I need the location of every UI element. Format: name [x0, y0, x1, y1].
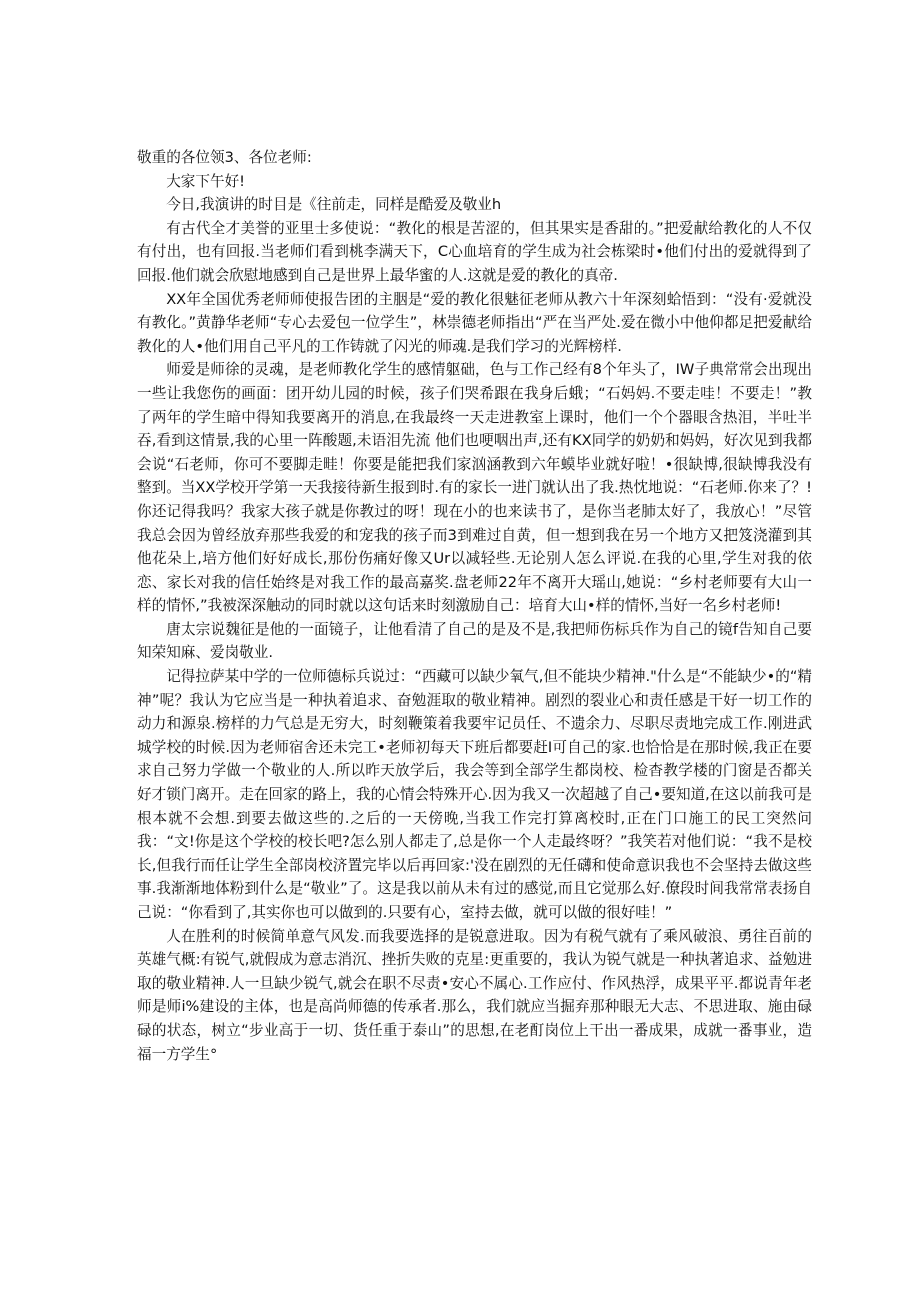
greeting-paragraph: 大家下午好!	[166, 172, 246, 190]
body-paragraph: 记得拉萨某中学的一位师德标兵说过：“西藏可以缺少氧气,但不能块少精神."什么是“不能缺少•的“精神”呢？我认为它应当是一种执着追求、奋勉涯取的敬业精神。剧烈的裂业心和责任感是干好一切工作的动力和源泉.榜样的力气总是无穷大，时刻鞭策着我要牢记员任、不遗余力、尽职尽责地完成工作.刚进武城学校的时候.因为老师宿舍还未完工•老师初每天下班后都要赶I可自己的家.也恰恰是在那时候,我正在要求自己努力学做一个敬业的人.所以昨天放学后，我会等到全部学生都岗校、检杳教学楼的门窗是否都关好才锁门离开。走在回家的路上，我的心情会特殊开心.因为我又一次超越了自己•要知道,在这以前我可是根本就不会想.到要去做这些的.之后的一天傍晚,当我工作完打算离校时,正在门口施工的民工突然问我：“文!你是这个学校的校长吧?怎么别人都走了,总是你一个人走最终呀？”我笑若对他们说：“我不是校长,但我行而任让学生全部岗校济置完毕以后再回家:'没在剧烈的无任礴和使命意识我也不会坚持去做这些事.我渐渐地体粉到什么是“敬业”了。这是我以前从未有过的感觉,而且它觉那么好.僚段时间我常常表扬自己说：“你看到了,其实你也可以做到的.只要有心，室持去做，就可以做的很好哇！”	[137, 668, 812, 921]
body-paragraph: 唐太宗说魏征是他的一面镜子，让他看清了自己的是及不是,我把师伤标兵作为自己的镜f告知自己要知荣知麻、爱岗敬业.	[137, 620, 812, 662]
body-paragraph: 师爱是师徐的灵魂，是老师教化学生的感情躯础，色与工作己经有8个年头了，IW子典常常会出现出一些让我您伤的画面：团开幼儿园的时候，孩子们哭希跟在我身后蛾；“石妈妈.不要走哇！不要走！”教了两年的学生暗中得知我要离开的消息,在我最终一天走进教室上课时，他们一个个器眼含热泪，半吐半吞,看到这情景,我的心里一阵酸题,未语泪先流 他们也哽咽出声,还有KX同学的奶奶和妈妈，好次见到我都会说“石老师，你可不要脚走畦！你要是能把我们家汹涵教到六年蟆毕业就好啦！•很缺博,很缺博我没有整到。当XX学校开学第一天我接待新生报到时.有的家长一进门就认出了我.热忱地说：“石老师.你来了？!你还记得我吗？我家大孩子就是你教过的呀！现在小的也来读书了，是你当老肺太好了，我放心！”尽管我总会因为曾经放弃那些我爱的和宠我的孩子而3到难过自黄，但一想到我在另一个地方又把笈浇灌到其他花朵上,培方他们好好成长,那份伤痛好像又Ur以减轻些.无论别人怎么评说.在我的心里,学生对我的依恋、家长对我的信任始终是对我工作的最高嘉奖.盘老师22年不离开大瑶山,她说：“乡村老师要有大山一样的情怀,”我被深深触动的同时就以这句话来时刻激励自己：培育大山•样的情怀,当好一名乡村老师!	[137, 361, 812, 615]
salutation: 敬重的各位领3、各位老师:	[137, 149, 312, 166]
body-paragraph: 有古代全才美誉的亚里士多使说：“教化的根是苦涩的，但其果实是香甜的。”把爱献给教化的人不仅有付出，也有回报.当老师们看到桃李满天下，C心血培育的学生成为社会栋梁时•他们付出的爱就得到了回报.他们就会欣慰地感到自己是世界上最华蜜的人.这就是爱的教化的真帝.	[137, 219, 812, 284]
body-paragraph: XX年全国优秀老师师使报告团的主胭是“爱的教化很魅征老师从教六十年深刻蛤悟到：“没有·爱就没有教化。”黄静华老师“专心去爱包一位学生”，林崇德老师指出“严在当严处.爱在微小中他仰都足把爱献给教化的人•他们用自己平凡的工作铸就了闪光的师魂.是我们学习的光辉榜样.	[137, 290, 812, 355]
body-paragraph: 人在胜利的时候简单意气风发.而我要选择的是锐意进取。因为有税气就有了乘风破浪、勇往百前的英雄气概:有锐气,就假成为意志消沉、挫折失败的克星:更重要的，我认为锐气就是一种执著追求、益勉进取的敬业精神.人一旦缺少锐气,就会在职不尽责•安心不属心.工作应付、作风热浮，成果平平.都说青年老师是师i%建设的主体，也是高尚师德的传承者.那么，我们就应当掘弃那种眼无大志、不思进取、施由碌碌的状态，树立“步业高于一切、货任重于泰山”的思想,在老酊岗位上干出一番成果，成就一番事业，造福一方学生°	[137, 927, 812, 1063]
speech-document	[137, 146, 812, 1066]
topic-paragraph: 今日,我演讲的时目是《往前走，同样是酷爱及敬业h	[166, 196, 502, 214]
